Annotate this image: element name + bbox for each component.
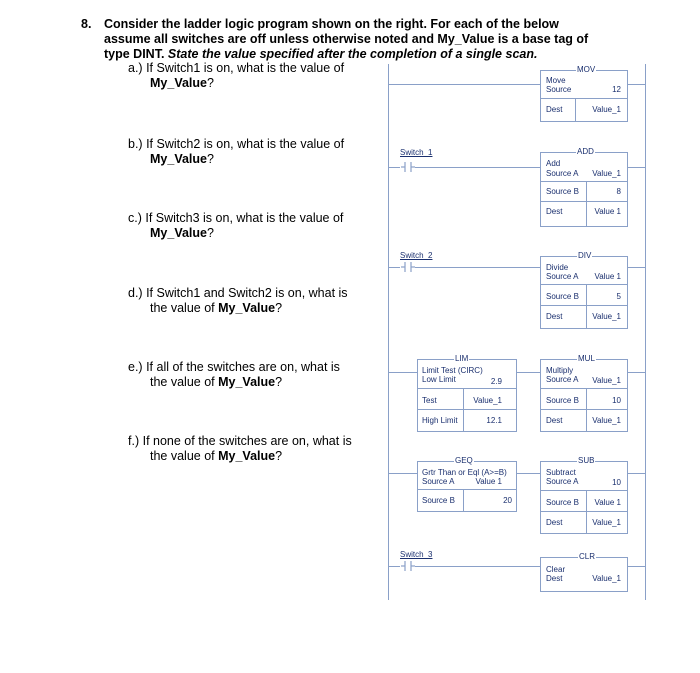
part-e-label: e.) bbox=[128, 360, 143, 374]
add-dest-value: Value 1 bbox=[594, 207, 621, 216]
rung2-wire-left bbox=[388, 167, 400, 168]
left-power-rail bbox=[388, 64, 389, 600]
part-c bbox=[128, 211, 343, 226]
part-b-var: My_Value bbox=[150, 152, 207, 166]
part-d-var: My_Value bbox=[218, 301, 276, 315]
rung2-wire-mid bbox=[415, 167, 540, 168]
lim-high-value: 12.1 bbox=[486, 416, 502, 425]
geq-b-value: 20 bbox=[503, 496, 512, 505]
part-b-qmark: ? bbox=[206, 152, 214, 166]
geq-b-label: Source B bbox=[422, 496, 455, 505]
div-divider1 bbox=[541, 284, 627, 285]
part-e-qmark: ? bbox=[275, 375, 283, 389]
clr-title: Clear bbox=[546, 565, 566, 574]
mov-title: Move bbox=[546, 76, 566, 85]
add-a-value: Value_1 bbox=[592, 169, 621, 178]
part-d-qmark: ? bbox=[275, 301, 283, 315]
lim-test-value: Value_1 bbox=[473, 396, 502, 405]
add-dest-label: Dest bbox=[546, 207, 563, 216]
mul-b-value: 10 bbox=[612, 396, 621, 405]
mul-a-value: Value_1 bbox=[592, 376, 621, 385]
div-mnemonic: DIV bbox=[578, 251, 592, 260]
div-title: Divide bbox=[546, 263, 569, 272]
lim-high-label: High Limit bbox=[422, 416, 458, 425]
sub-a-label: Source A bbox=[546, 477, 579, 486]
mov-source-value: 12 bbox=[612, 85, 621, 94]
part-d bbox=[128, 286, 348, 301]
add-mnemonic: ADD bbox=[577, 147, 594, 156]
part-a-qmark: ? bbox=[206, 76, 214, 90]
part-a bbox=[128, 61, 344, 76]
mov-divider bbox=[541, 98, 627, 99]
sub-title: Subtract bbox=[546, 468, 576, 477]
part-d-label: d.) bbox=[128, 286, 143, 300]
part-b bbox=[128, 137, 344, 152]
rung6-wire-right bbox=[627, 566, 645, 567]
part-a-line2 bbox=[150, 76, 214, 91]
lim-test-label: Test bbox=[422, 396, 437, 405]
geq-block[interactable] bbox=[417, 456, 517, 512]
part-e-line2 bbox=[150, 375, 282, 390]
clr-dest-label: Dest bbox=[546, 574, 563, 583]
lim-low-value: 2.9 bbox=[490, 377, 502, 386]
geq-title: Grtr Than or Eql (A>=B) bbox=[422, 468, 507, 477]
add-divider2 bbox=[541, 201, 627, 202]
part-c-qmark: ? bbox=[206, 226, 214, 240]
add-title: Add bbox=[546, 159, 561, 168]
part-f-prefix: the value of bbox=[150, 449, 219, 463]
div-b-label: Source B bbox=[546, 292, 579, 301]
mov-block[interactable] bbox=[540, 65, 628, 122]
part-e-var: My_Value bbox=[218, 375, 276, 389]
part-d-prefix: the value of bbox=[150, 301, 219, 315]
sub-block[interactable] bbox=[540, 456, 628, 534]
header-line3-emphasis: State the value specified after the completion of a single scan. bbox=[167, 47, 538, 61]
sub-mnemonic: SUB bbox=[578, 456, 595, 465]
lim-divider2 bbox=[418, 409, 516, 410]
geq-a-value: Value 1 bbox=[475, 477, 502, 486]
part-b-label: b.) bbox=[128, 137, 143, 151]
part-c-line2 bbox=[150, 226, 214, 241]
right-power-rail bbox=[645, 64, 646, 600]
switch2-contact-icon[interactable] bbox=[401, 262, 415, 272]
mul-a-label: Source A bbox=[546, 375, 579, 384]
geq-a-label: Source A bbox=[422, 477, 455, 486]
part-f-qmark: ? bbox=[275, 449, 283, 463]
rung3-switch-label: Switch_2 bbox=[400, 251, 433, 260]
rung4-wire-right bbox=[627, 372, 645, 373]
div-dest-label: Dest bbox=[546, 312, 563, 321]
question-number: 8. bbox=[81, 17, 92, 31]
mul-divider1 bbox=[541, 388, 627, 389]
switch1-contact-icon[interactable] bbox=[401, 162, 415, 172]
switch3-contact-icon[interactable] bbox=[401, 561, 415, 571]
mul-b-label: Source B bbox=[546, 396, 579, 405]
rung6-switch-label: Switch_3 bbox=[400, 550, 433, 559]
part-e bbox=[128, 360, 340, 375]
rung2-wire-right bbox=[627, 167, 645, 168]
part-f-line2 bbox=[150, 449, 282, 464]
sub-b-label: Source B bbox=[546, 498, 579, 507]
sub-dest-value: Value_1 bbox=[592, 518, 621, 527]
part-f bbox=[128, 434, 352, 449]
div-b-value: 5 bbox=[616, 292, 621, 301]
rung3-wire-mid bbox=[415, 267, 540, 268]
clr-mnemonic: CLR bbox=[579, 552, 596, 561]
lim-mnemonic: LIM bbox=[455, 354, 469, 363]
sub-a-value: 10 bbox=[612, 478, 621, 487]
add-block[interactable] bbox=[540, 147, 628, 227]
add-vdivider bbox=[586, 181, 587, 226]
mov-dest-value: Value_1 bbox=[592, 105, 621, 114]
part-f-line1: If none of the switches are on, what is bbox=[142, 434, 352, 448]
part-e-line1: If all of the switches are on, what is bbox=[146, 360, 340, 374]
mov-mnemonic: MOV bbox=[577, 65, 596, 74]
clr-dest-value: Value_1 bbox=[592, 574, 621, 583]
div-vdivider bbox=[586, 284, 587, 328]
part-b-line1: If Switch2 is on, what is the value of bbox=[146, 137, 345, 151]
lim-low-label: Low Limit bbox=[422, 375, 456, 384]
part-c-label: c.) bbox=[128, 211, 142, 225]
part-c-line1: If Switch3 is on, what is the value of bbox=[145, 211, 344, 225]
mul-title: Multiply bbox=[546, 366, 574, 375]
geq-vdivider bbox=[463, 489, 464, 511]
header-line3-plain: type DINT. bbox=[104, 47, 168, 61]
question-header-line1: Consider the ladder logic program shown on the right. For each of the below bbox=[104, 17, 559, 31]
add-b-value: 8 bbox=[616, 187, 621, 196]
rung5-wire-left bbox=[388, 473, 417, 474]
part-a-label: a.) bbox=[128, 61, 143, 75]
div-divider2 bbox=[541, 305, 627, 306]
question-header-line3 bbox=[104, 47, 537, 62]
lim-block[interactable] bbox=[417, 354, 517, 432]
div-a-label: Source A bbox=[546, 272, 579, 281]
question-header-line2: assume all switches are off unless otherwise noted and My_Value is a base tag of bbox=[104, 32, 589, 46]
sub-divider1 bbox=[541, 490, 627, 491]
rung3-wire-left bbox=[388, 267, 400, 268]
part-c-var: My_Value bbox=[150, 226, 207, 240]
add-a-label: Source A bbox=[546, 169, 579, 178]
sub-dest-label: Dest bbox=[546, 518, 563, 527]
rung4-wire-left bbox=[388, 372, 417, 373]
rung5-wire-mid bbox=[516, 473, 540, 474]
rung2-switch-label: Switch_1 bbox=[400, 148, 433, 157]
mul-dest-label: Dest bbox=[546, 416, 563, 425]
rung1-wire-right bbox=[627, 84, 645, 85]
rung6-wire-left bbox=[388, 566, 400, 567]
lim-divider1 bbox=[418, 388, 516, 389]
rung1-wire-left bbox=[388, 84, 540, 85]
sub-divider2 bbox=[541, 511, 627, 512]
mul-dest-value: Value_1 bbox=[592, 416, 621, 425]
part-a-line1: If Switch1 is on, what is the value of bbox=[146, 61, 345, 75]
part-b-line2 bbox=[150, 152, 214, 167]
rung6-wire-mid bbox=[415, 566, 540, 567]
mov-vdivider bbox=[575, 98, 576, 121]
mul-mnemonic: MUL bbox=[578, 354, 595, 363]
part-e-prefix: the value of bbox=[150, 375, 219, 389]
add-b-label: Source B bbox=[546, 187, 579, 196]
mov-dest-label: Dest bbox=[546, 105, 563, 114]
mov-source-label: Source bbox=[546, 85, 572, 94]
part-a-var: My_Value bbox=[150, 76, 207, 90]
mul-block[interactable] bbox=[540, 354, 628, 432]
part-d-line1: If Switch1 and Switch2 is on, what is bbox=[146, 286, 348, 300]
sub-b-value: Value 1 bbox=[594, 498, 621, 507]
part-f-label: f.) bbox=[128, 434, 140, 448]
geq-mnemonic: GEQ bbox=[455, 456, 473, 465]
clr-block[interactable] bbox=[540, 552, 628, 592]
part-f-var: My_Value bbox=[218, 449, 276, 463]
rung5-wire-right bbox=[627, 473, 645, 474]
part-d-line2 bbox=[150, 301, 282, 316]
geq-divider bbox=[418, 489, 516, 490]
add-divider1 bbox=[541, 181, 627, 182]
mul-divider2 bbox=[541, 409, 627, 410]
div-block[interactable] bbox=[540, 251, 628, 329]
rung3-wire-right bbox=[627, 267, 645, 268]
lim-title: Limit Test (CIRC) bbox=[422, 366, 483, 375]
rung4-wire-mid bbox=[516, 372, 540, 373]
div-a-value: Value 1 bbox=[594, 272, 621, 281]
div-dest-value: Value_1 bbox=[592, 312, 621, 321]
